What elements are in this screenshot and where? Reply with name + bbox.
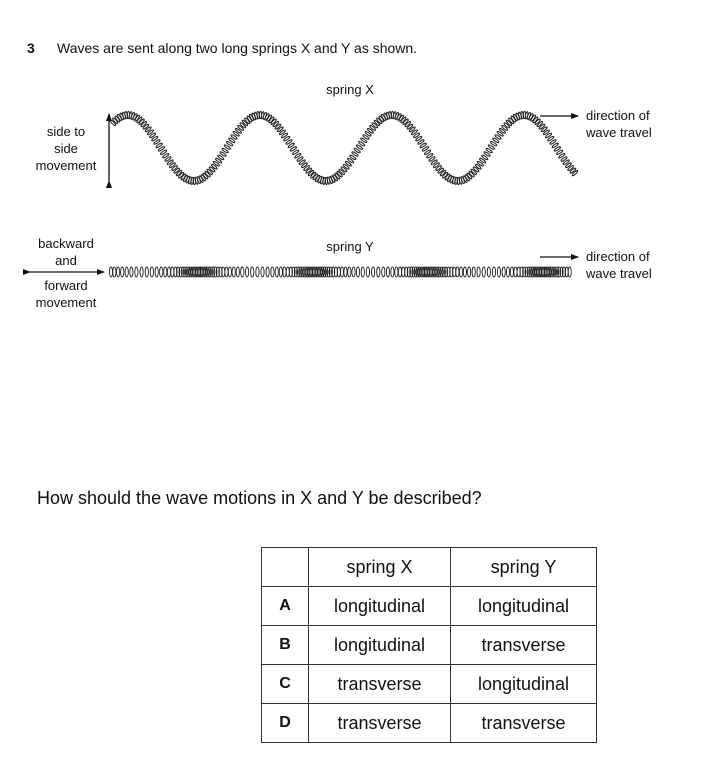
table-row[interactable] — [262, 626, 597, 665]
forward-movement-label: forward movement — [35, 278, 97, 310]
question-number: 3 — [27, 40, 35, 56]
option-key: D — [262, 704, 309, 743]
option-spring-x: longitudinal — [309, 587, 451, 626]
option-key: B — [262, 626, 309, 665]
spring-y-coil — [109, 267, 571, 277]
header-blank — [262, 548, 309, 587]
header-spring-y: spring Y — [451, 548, 597, 587]
option-key: C — [262, 665, 309, 704]
side-to-side-label: side to side movement — [35, 124, 97, 173]
table-row[interactable] — [262, 587, 597, 626]
spring-y-label: spring Y — [326, 239, 374, 254]
option-spring-y: longitudinal — [451, 665, 597, 704]
option-spring-y: longitudinal — [451, 587, 597, 626]
option-spring-x: longitudinal — [309, 626, 451, 665]
answer-table — [261, 547, 597, 743]
backward-and-label: backward and — [38, 236, 94, 268]
question-prompt: How should the wave motions in X and Y be described? — [37, 488, 482, 508]
table-row[interactable] — [262, 704, 597, 743]
spring-x-label: spring X — [326, 82, 374, 97]
spring-x-coil — [110, 111, 579, 184]
option-spring-x: transverse — [309, 665, 451, 704]
direction-label-y: direction of wave travel — [586, 249, 652, 281]
table-header-row — [262, 548, 597, 587]
option-key: A — [262, 587, 309, 626]
option-spring-y: transverse — [451, 626, 597, 665]
question-intro: Waves are sent along two long springs X and Y as shown. — [57, 40, 418, 56]
header-spring-x: spring X — [309, 548, 451, 587]
table-row[interactable] — [262, 665, 597, 704]
direction-label-x: direction of wave travel — [586, 108, 652, 140]
option-spring-x: transverse — [309, 704, 451, 743]
option-spring-y: transverse — [451, 704, 597, 743]
